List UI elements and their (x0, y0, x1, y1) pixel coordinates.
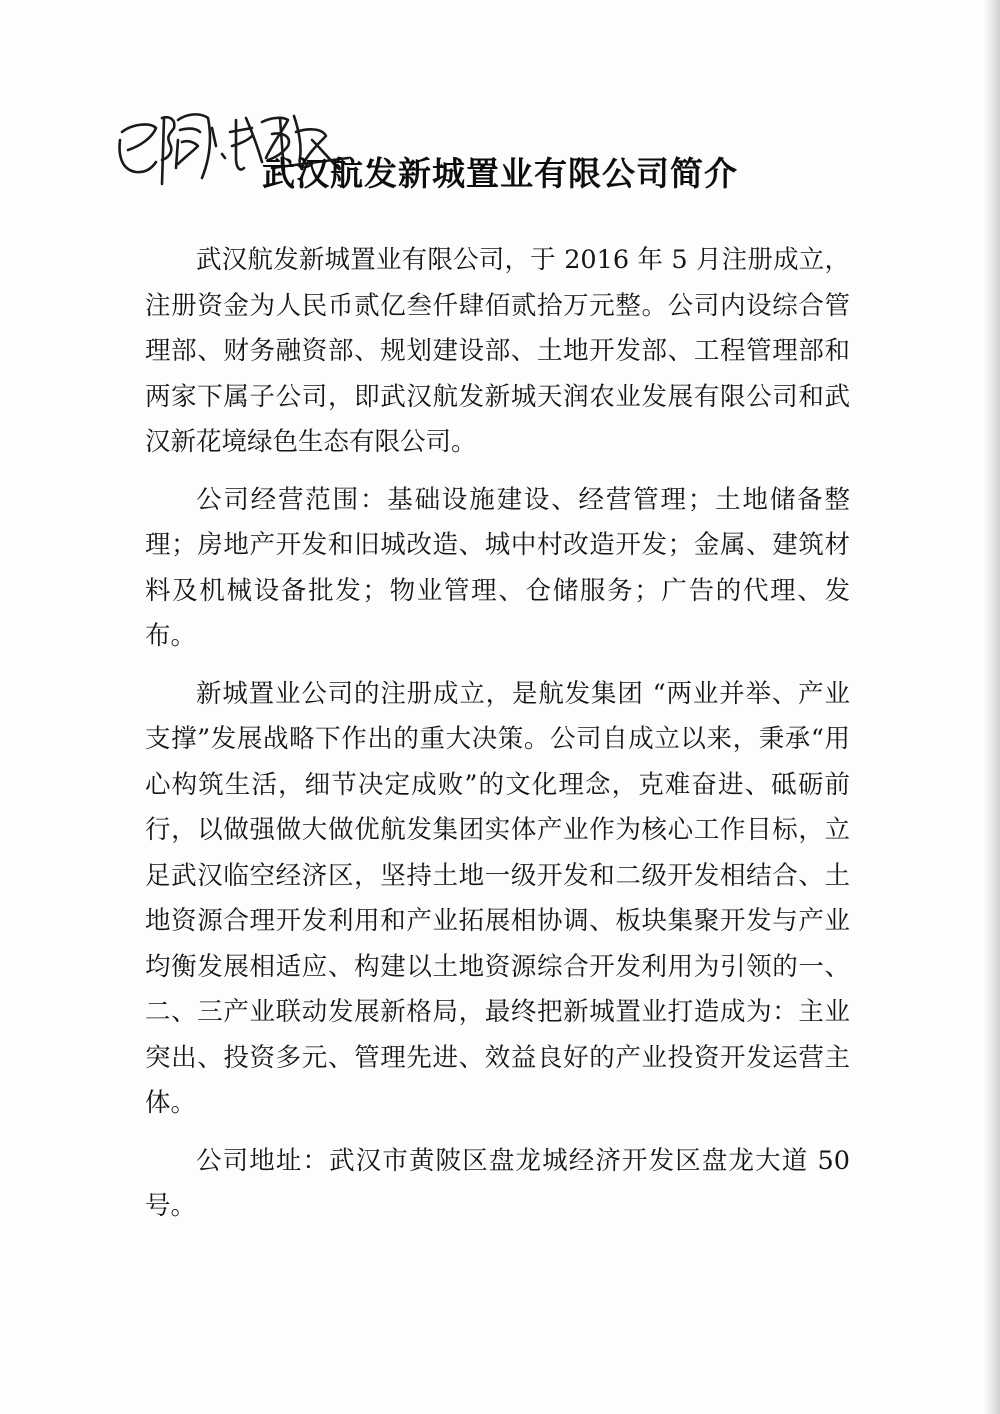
paragraph-address: 公司地址：武汉市黄陂区盘龙城经济开发区盘龙大道 50 号。 (145, 1145, 850, 1221)
paragraph-company-overview: 武汉航发新城置业有限公司，于 2016 年 5 月注册成立，注册资金为人民币贰亿叁仟肆佰贰拾万元整。公司内设综合管理部、财务融资部、规划建设部、土地开发部、工程管理部和两家下属子公司，即武汉航发新城天润农业发展有限公司和武汉新花境绿色生态有限公司。 (145, 245, 850, 457)
paragraph-strategy: 新城置业公司的注册成立，是航发集团 “两业并举、产业支撑”发展战略下作出的重大决策。公司自成立以来，秉承“用心构筑生活，细节决定成败”的文化理念，克难奋进、砥砺前行，以做强做大做优航发集团实体产业作为核心工作目标，立足武汉临空经济区，坚持土地一级开发和二级开发相结合、土地资源合理开发利用和产业拓展相协调、板块集聚开发与产业均衡发展相适应、构建以土地资源综合开发利用为引领的一、二、三产业联动发展新格局，最终把新城置业打造成为：主业突出、投资多元、管理先进、效益良好的产业投资开发运营主体。 (145, 678, 850, 1118)
scan-edge-shadow (982, 0, 1000, 1414)
paragraph-business-scope: 公司经营范围：基础设施建设、经营管理；土地储备整理；房地产开发和旧城改造、城中村改造开发；金属、建筑材料及机械设备批发；物业管理、仓储服务；广告的代理、发布。 (145, 484, 850, 651)
document-title: 武汉航发新城置业有限公司简介 (262, 154, 738, 193)
document-body (145, 238, 850, 1242)
